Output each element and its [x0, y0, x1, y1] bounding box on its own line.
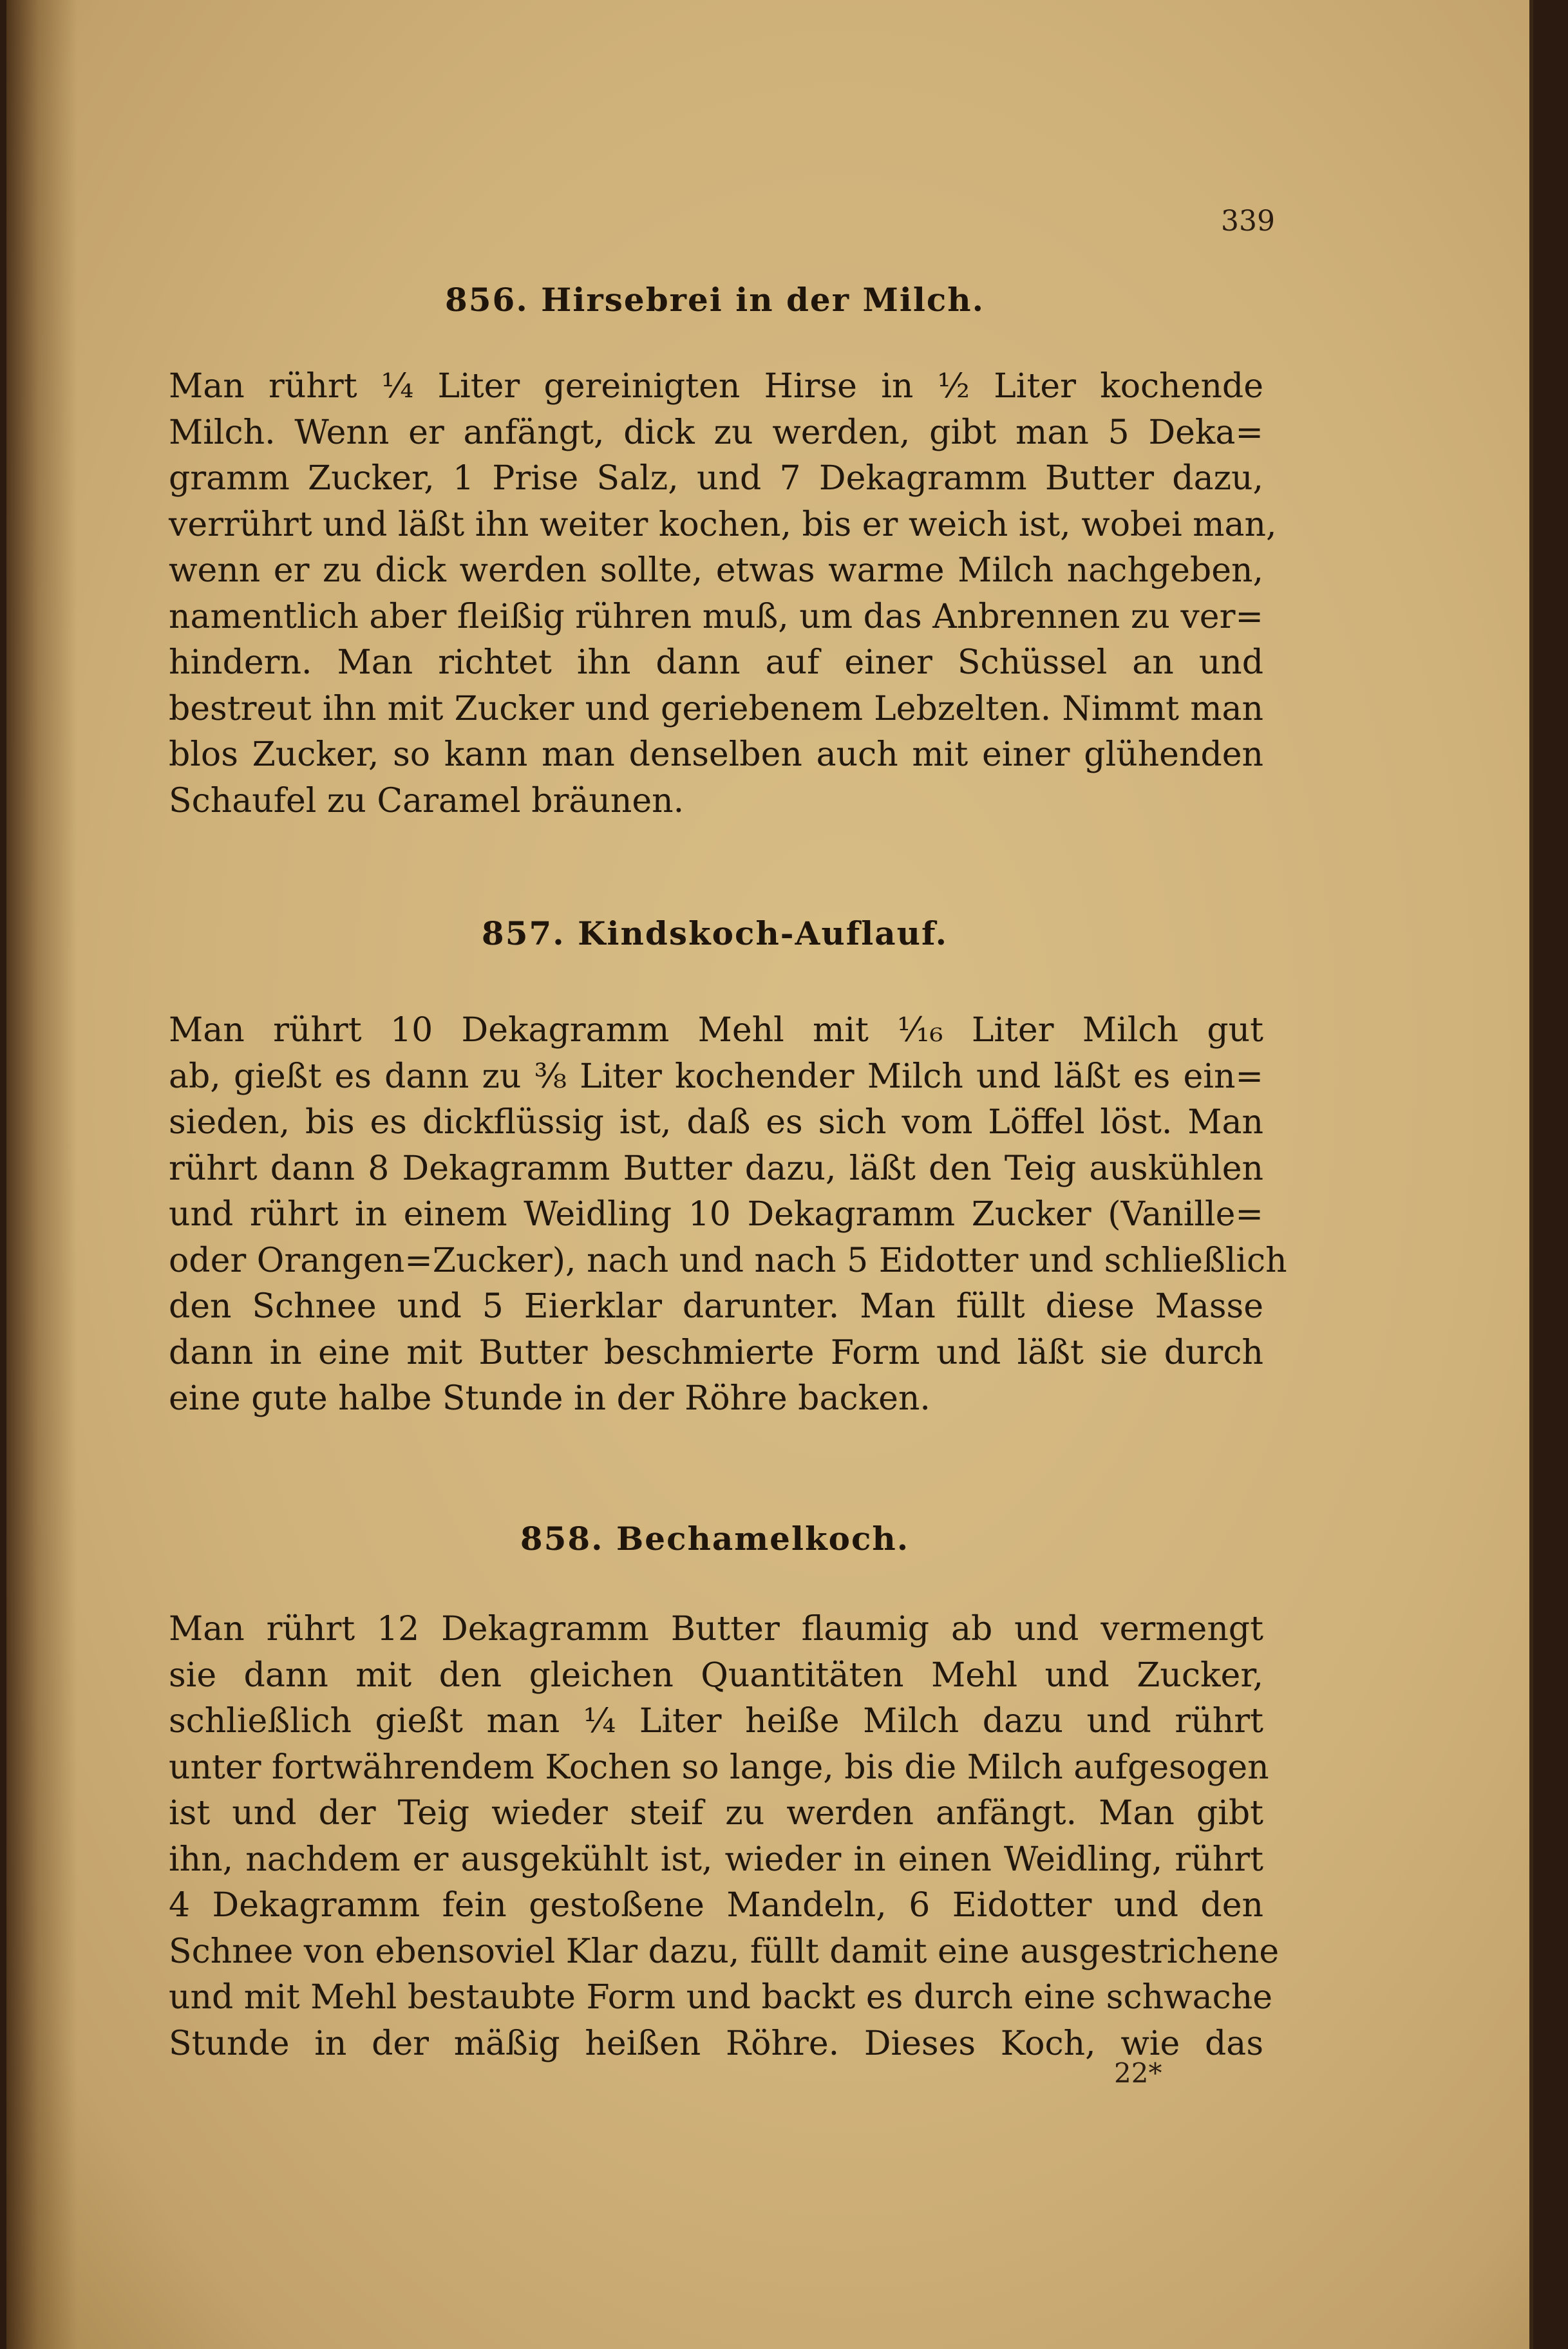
text-line: Man rührt 12 Dekagramm Butter flaumig ab und vermengt [169, 1610, 1263, 1648]
text-line: verrührt und läßt ihn weiter kochen, bis er weich ist, wobei man, [169, 505, 1277, 544]
text-line: den Schnee und 5 Eierklar darunter. Man füllt diese Masse [169, 1287, 1263, 1326]
text-line: rührt dann 8 Dekagramm Butter dazu, läßt den Teig auskühlen [169, 1149, 1263, 1188]
printer-signature-mark: 22* [1114, 2057, 1162, 2089]
text-line: wenn er zu dick werden sollte, etwas warme Milch nachgeben, [169, 551, 1263, 590]
text-line: Stunde in der mäßig heißen Röhre. Dieses Koch, wie das [169, 2024, 1263, 2063]
text-line: dann in eine mit Butter beschmierte Form und läßt sie durch [169, 1333, 1263, 1372]
text-line: ist und der Teig wieder steif zu werden anfängt. Man gibt [169, 1794, 1263, 1833]
text-line: bestreut ihn mit Zucker und geriebenem Lebzelten. Nimmt man [169, 689, 1263, 728]
text-line: und rührt in einem Weidling 10 Dekagramm Zucker (Vanille= [169, 1195, 1263, 1234]
page-gutter-shadow [6, 0, 77, 2349]
text-line: unter fortwährendem Kochen so lange, bis die Milch aufgesogen [169, 1748, 1269, 1787]
text-line: und mit Mehl bestaubte Form und backt es durch eine schwache [169, 1978, 1272, 2017]
recipe-heading-856: 856. Hirsebrei in der Milch. [444, 281, 985, 319]
text-line: ab, gießt es dann zu ³⁄₈ Liter kochender Milch und läßt es ein= [169, 1057, 1263, 1096]
recipe-heading-858: 858. Bechamelkoch. [520, 1520, 910, 1558]
text-line: eine gute halbe Stunde in der Röhre backen. [169, 1379, 930, 1418]
text-line: namentlich aber fleißig rühren muß, um das Anbrennen zu ver= [169, 597, 1263, 636]
recipe-heading-857: 857. Kindskoch-Auflauf. [481, 914, 949, 952]
text-line: Schnee von ebensoviel Klar dazu, füllt damit eine ausgestrichene [169, 1932, 1280, 1971]
book-page [6, 0, 1533, 2349]
text-line: sieden, bis es dickflüssig ist, daß es sich vom Löffel löst. Man [169, 1103, 1263, 1142]
text-line: schließlich gießt man ¼ Liter heiße Milch dazu und rührt [169, 1702, 1263, 1741]
text-line: Milch. Wenn er anfängt, dick zu werden, gibt man 5 Deka= [169, 413, 1263, 452]
page-number: 339 [1221, 205, 1275, 238]
recipe-text-858 [169, 1607, 1280, 2067]
recipe-text-856 [169, 364, 1277, 824]
text-line: Schaufel zu Caramel bräunen. [169, 781, 685, 820]
text-line: sie dann mit den gleichen Quantitäten Mehl und Zucker, [169, 1656, 1263, 1695]
text-line: 4 Dekagramm fein gestoßene Mandeln, 6 Eidotter und den [169, 1886, 1263, 1925]
text-line: gramm Zucker, 1 Prise Salz, und 7 Dekagramm Butter dazu, [169, 459, 1263, 498]
text-line: oder Orangen=Zucker), nach und nach 5 Eidotter und schließlich [169, 1241, 1287, 1280]
text-line: Man rührt ¼ Liter gereinigten Hirse in ½ Liter kochende [169, 367, 1263, 406]
text-line: blos Zucker, so kann man denselben auch mit einer glühenden [169, 735, 1263, 774]
text-line: hindern. Man richtet ihn dann auf einer Schüssel an und [169, 643, 1263, 682]
text-line: Man rührt 10 Dekagramm Mehl mit ¹⁄₁₆ Liter Milch gut [169, 1011, 1263, 1050]
recipe-text-857 [169, 1008, 1287, 1422]
text-line: ihn, nachdem er ausgekühlt ist, wieder in einen Weidling, rührt [169, 1840, 1263, 1879]
